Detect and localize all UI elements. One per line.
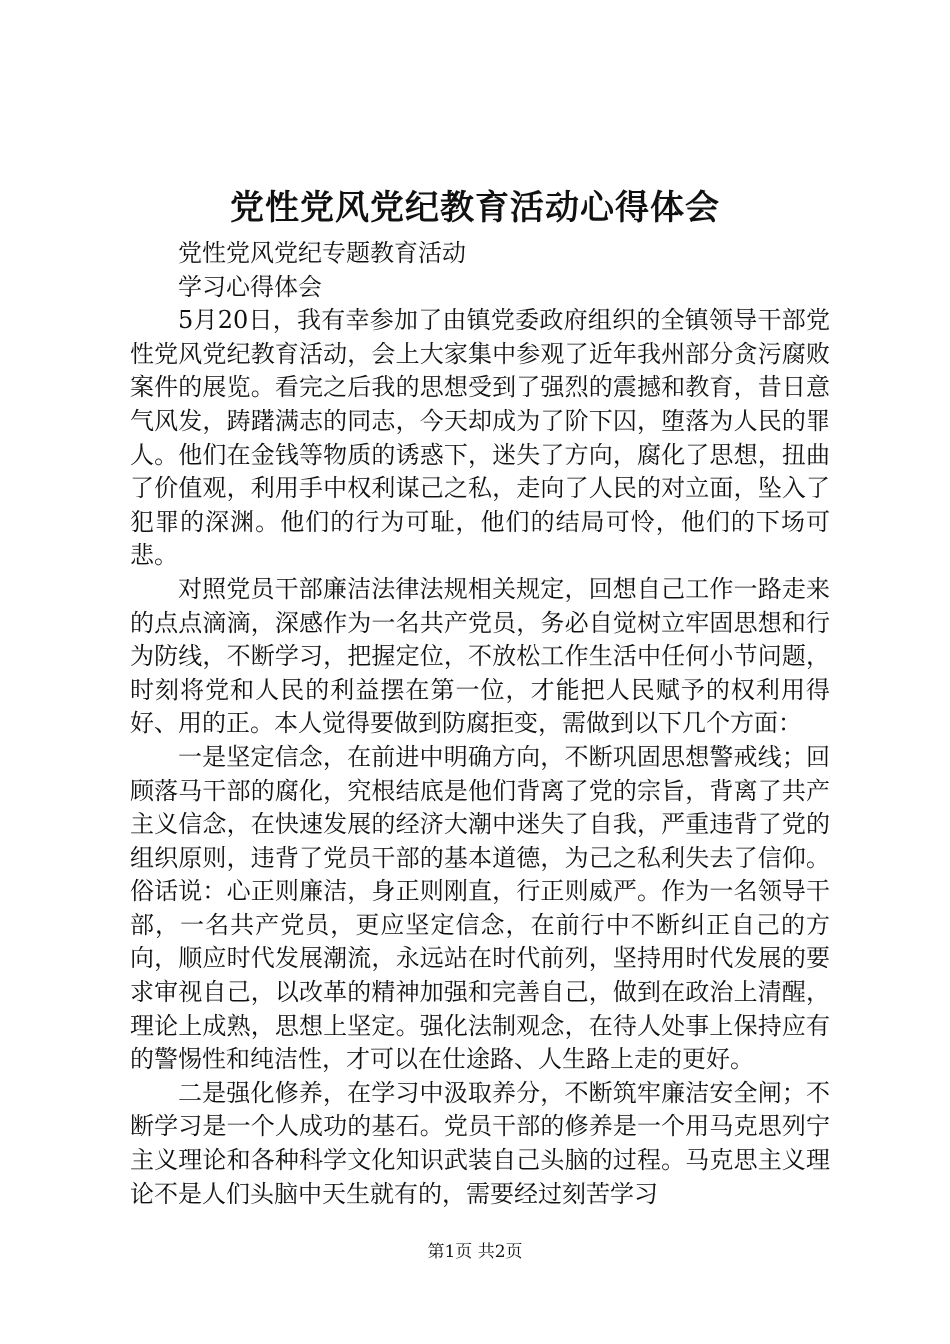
paragraph-reflection: 对照党员干部廉洁法律法规相关规定，回想自己工作一路走来的点点滴滴，深感作为一名共产党员，务必自觉树立牢固思想和行为防线，不断学习，把握定位，不放松工作生活中任何小节问题，时刻将党和人民的利益摆在第一位，才能把人民赋予的权利用得好、用的正。本人觉得要做到防腐拒变，需做到以下几个方面： [130,574,830,738]
document-title: 党性党风党纪教育活动心得体会 [230,188,720,228]
paragraph-point-two: 二是强化修养，在学习中汲取养分，不断筑牢廉洁安全闸；不断学习是一个人成功的基石。党员干部的修养是一个用马克思列宁主义理论和各种科学文化知识武装自己头脑的过程。马克思主义理论不是人们头脑中天生就有的，需要经过刻苦学习 [130,1078,830,1208]
page-number-footer: 第1页 共2页 [427,1242,523,1262]
paragraph-subtitle-2: 学习心得体会 [178,272,322,301]
paragraph-intro: 5月20日，我有幸参加了由镇党委政府组织的全镇领导干部党性党风党纪教育活动，会上大家集中参观了近年我州部分贪污腐败案件的展览。看完之后我的思想受到了强烈的震撼和教育，昔日意气风发，踌躇满志的同志，今天却成为了阶下囚，堕落为人民的罪人。他们在金钱等物质的诱惑下，迷失了方向，腐化了思想，扭曲了价值观，利用手中权利谋己之私，走向了人民的对立面，坠入了犯罪的深渊。他们的行为可耻，他们的结局可怜，他们的下场可悲。 [130,306,830,570]
document-body [130,237,830,1211]
paragraph-subtitle-1: 党性党风党纪专题教育活动 [178,239,466,267]
paragraph-point-one: 一是坚定信念，在前进中明确方向，不断巩固思想警戒线；回顾落马干部的腐化，究根结底是他们背离了党的宗旨，背离了共产主义信念，在快速发展的经济大潮中迷失了自我，严重违背了党的组织原则，违背了党员干部的基本道德，为己之私利失去了信仰。俗话说：心正则廉洁，身正则刚直，行正则威严。作为一名领导干部，一名共产党员，更应坚定信念，在前行中不断纠正自己的方向，顺应时代发展潮流，永远站在时代前列，坚持用时代发展的要求审视自己，以改革的精神加强和完善自己，做到在政治上清醒，理论上成熟，思想上坚定。强化法制观念，在待人处事上保持应有的警惕性和纯洁性，才可以在仕途路、人生路上走的更好。 [130,742,830,1074]
